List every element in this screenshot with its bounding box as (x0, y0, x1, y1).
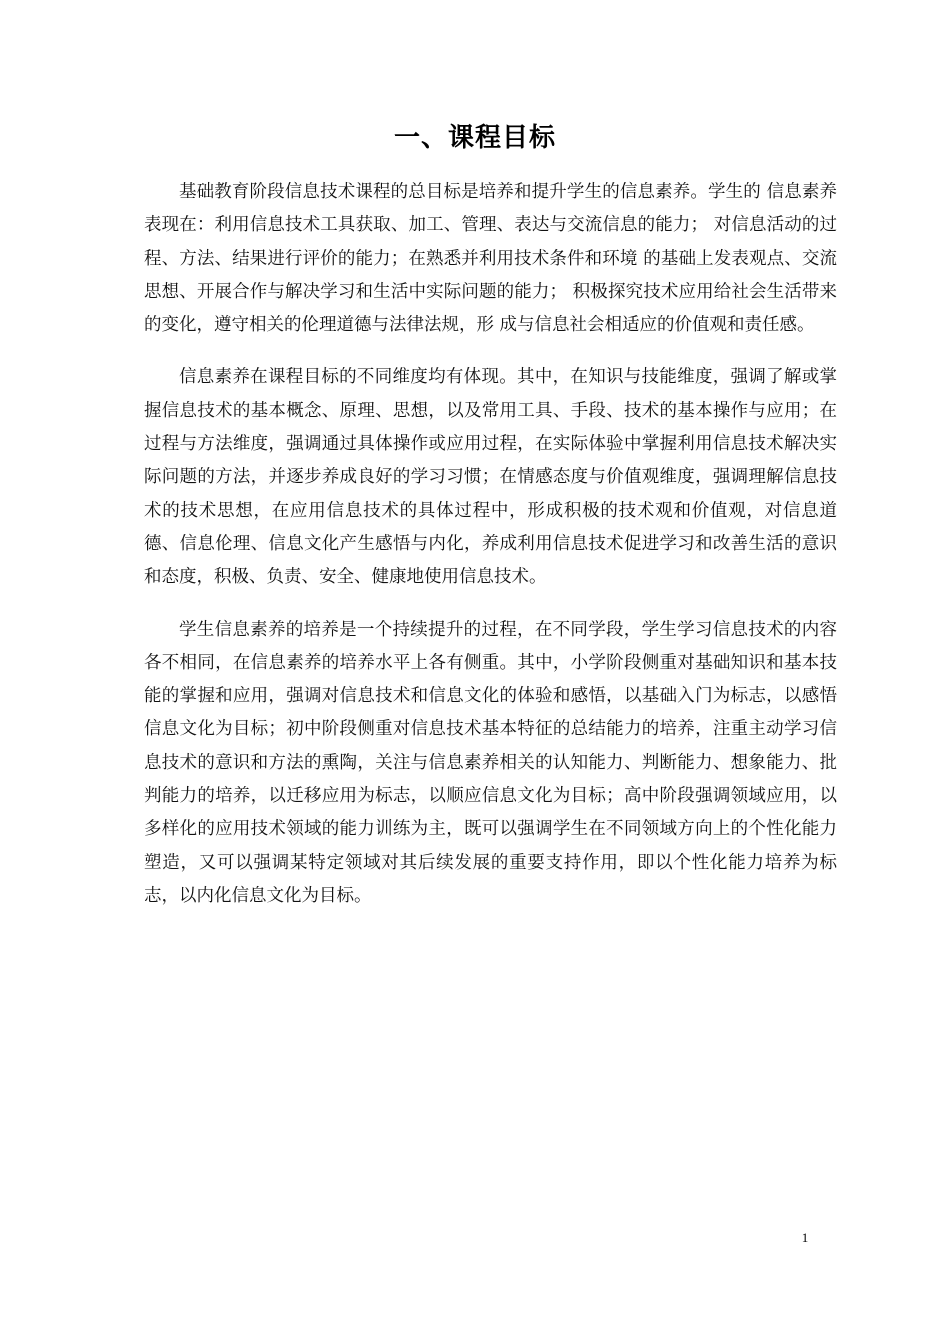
page-number: 1 (801, 1230, 809, 1245)
paragraph-3: 学生信息素养的培养是一个持续提升的过程，在不同学段，学生学习信息技术的内容各不相同，在信息素养的培养水平上各有侧重。其中，小学阶段侧重对基础知识和基本技能的掌握和应用，强调对信息技术和信息文化的体验和感悟，以基础入门为标志，以感悟信息文化为目标；初中阶段侧重对信息技术基本特征的总结能力的培养，注重主动学习信息技术的意识和方法的熏陶，关注与信息素养相关的认知能力、判断能力、想象能力、批判能力的培养，以迁移应用为标志，以顺应信息文化为目标；高中阶段强调领域应用，以多样化的应用技术领域的能力训练为主，既可以强调学生在不同领域方向上的个性化能力塑造，又可以强调某特定领域对其后续发展的重要支持作用，即以个性化能力培养为标志，以内化信息文化为目标。 (144, 619, 837, 906)
document-body (144, 176, 837, 932)
page-title: 一、课程目标 (393, 123, 556, 153)
paragraph-2: 信息素养在课程目标的不同维度均有体现。其中，在知识与技能维度，强调了解或掌握信息技术的基本概念、原理、思想，以及常用工具、手段、技术的基本操作与应用；在过程与方法维度，强调通过具体操作或应用过程，在实际体验中掌握利用信息技术解决实际问题的方法，并逐步养成良好的学习习惯；在情感态度与价值观维度，强调理解信息技术的技术思想，在应用信息技术的具体过程中，形成积极的技术观和价值观，对信息道德、信息伦理、信息文化产生感悟与内化，养成利用信息技术促进学习和改善生活的意识和态度，积极、负责、安全、健康地使用信息技术。 (144, 367, 837, 588)
paragraph-1: 基础教育阶段信息技术课程的总目标是培养和提升学生的信息素养。学生的 信息素养表现在：利用信息技术工具获取、加工、管理、表达与交流信息的能力； 对信息活动的过程、方法、结果进行评价的能力；在熟悉并利用技术条件和环境 的基础上发表观点、交流思想、开展合作与解决学习和生活中实际问题的能力； 积极探究技术应用给社会生活带来的变化，遵守相关的伦理道德与法律法规，形 成与信息社会相适应的价值观和责任感。 (144, 182, 837, 336)
